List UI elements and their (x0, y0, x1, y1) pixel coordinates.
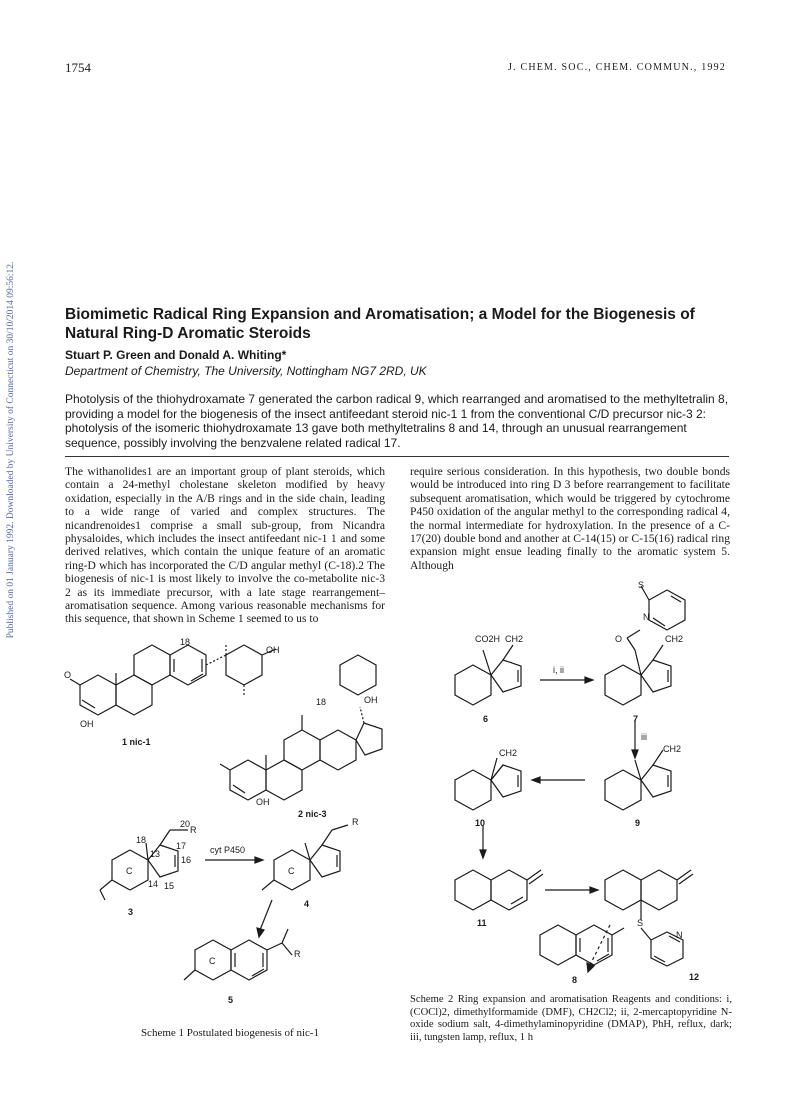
s2-label-ch2-10: CH2 (499, 748, 518, 758)
s1-label-18a: 18 (180, 637, 191, 647)
s1-label-r2: R (352, 817, 359, 827)
s1-label-c2: 2 nic-3 (298, 809, 327, 819)
s1-label-c4: 4 (304, 899, 310, 909)
divider (65, 456, 729, 457)
s1-label-oh: OH (80, 719, 94, 729)
s1-label-oh3: OH (364, 695, 378, 705)
scheme-1-caption: Scheme 1 Postulated biogenesis of nic-1 (140, 1027, 320, 1039)
s1-label-ring-c2: C (288, 866, 295, 876)
s1-label-18c: 18 (136, 835, 147, 845)
s1-label-c5: 5 (228, 995, 234, 1005)
s2-label-c6: 6 (483, 714, 489, 724)
s1-label-13: 13 (150, 849, 161, 859)
s1-label-oh2: OH (266, 645, 280, 655)
scheme-1-figure (60, 637, 400, 1025)
s1-label-c3: 3 (128, 907, 134, 917)
s2-label-s2: S (637, 918, 644, 928)
s2-label-ch2-6: CH2 (505, 634, 524, 644)
download-note[interactable] (2, 240, 20, 660)
s2-label-o: O (615, 634, 623, 644)
s2-label-co2h: CO2H (475, 634, 501, 644)
body-text-right: require serious consideration. In this hypothesis, two double bonds would be introduced into ring D 3 before rearrangement to facilitate subsequent aromatisation, which would be triggered by cytochrome P450 oxidation of the angular methyl to the corresponding radical 4, the normal intermediate for hydroxylation. In the presence of a C-17(20) double bond and another at C-14(15) or C-15(16) radical ring expansion might ensue leading finally to the aromatic system 5. Although (410, 465, 730, 572)
abstract: Photolysis of the thiohydroxamate 7 generated the carbon radical 9, which rearranged and aromatised to the methyltetralin 8, providing a model for the biogenesis of the insect antifeedant steroid nic-1 1 from the conventional C/D precursor nic-3 2: photolysis of the isomeric thiohydroxamate 13 gave both methyltetralins 8 and 14, through an unusual rearrangement sequence, possibly involving the benzvalene related radical 17. (65, 392, 729, 450)
s2-label-c11: 11 (477, 918, 487, 928)
authors: Stuart P. Green and Donald A. Whiting* (65, 348, 287, 362)
scheme-2-caption: Scheme 2 Ring expansion and aromatisation Reagents and conditions: i, (COCl)2, dimethylformamide (DMF), CH2Cl2; ii, 2-mercaptopyridine N-oxide sodium salt, 4-dimethylaminopyridine (DMAP), PhH, reflux, dark; iii, tungsten lamp, reflux, 1 h (410, 994, 732, 1043)
s2-label-s: S (638, 580, 645, 590)
s2-label-c9: 9 (635, 818, 641, 828)
s1-label-17: 17 (176, 841, 187, 851)
s2-label-n2: N (676, 930, 683, 940)
download-note-text: Published on 01 January 1992. Downloaded by University of Connecticut on 30/10/2014 09:56:12. (6, 261, 16, 639)
s1-label-18b: 18 (316, 697, 327, 707)
s2-label-ch2-9: CH2 (663, 744, 682, 754)
s2-label-c7: 7 (633, 714, 639, 724)
s1-label-ring-c3: C (209, 956, 216, 966)
s1-label-o: O (64, 670, 72, 680)
s2-label-c8: 8 (572, 975, 578, 985)
s2-label-step2: iii (641, 732, 647, 742)
affiliation: Department of Chemistry, The University, Nottingham NG7 2RD, UK (65, 364, 427, 378)
s1-label-oh4: OH (256, 797, 270, 807)
s1-label-c1: 1 nic-1 (122, 737, 151, 747)
article-title: Biomimetic Radical Ring Expansion and Aromatisation; a Model for the Biogenesis of Natural Ring-D Aromatic Steroids (65, 306, 695, 342)
s2-label-ch2-7: CH2 (665, 634, 684, 644)
s1-label-r3: R (294, 949, 301, 959)
s2-label-step1: i, ii (553, 665, 564, 675)
s1-label-cyt: cyt P450 (210, 845, 246, 855)
body-text-left: The withanolides1 are an important group of plant steroids, which contain a 24-methyl cholestane skeleton modified by heavy oxidation, especially in the A/B rings and in the side chain, leading to a wide range of varied and complex structures. The nicandrenoides1 comprise a small sub-group, from Nicandra physaloides, which includes the insect antifeedant nic-1 1 and some derived relatives, which contain the unique feature of an aromatic ring-D which has incorporated the C/D angular methyl (C-18).2 The biogenesis of nic-1 is most likely to involve the co-metabolite nic-3 2 as its immediate precursor, with a late stage rearrangement–aromatisation sequence. Among various reasonable mechanisms for this sequence, that shown in Scheme 1 seemed to us to (65, 465, 385, 626)
s1-label-14: 14 (148, 879, 159, 889)
s2-label-c10: 10 (475, 818, 486, 828)
s1-label-ring-c1: C (126, 866, 133, 876)
s1-label-r1: R (190, 825, 197, 835)
s2-label-n: N (643, 612, 650, 622)
s1-label-15: 15 (164, 881, 175, 891)
scheme-2-compound-8 (520, 915, 630, 990)
page-number: 1754 (65, 60, 91, 75)
s1-label-16: 16 (181, 855, 192, 865)
journal-header: J. CHEM. SOC., CHEM. COMMUN., 1992 (507, 62, 726, 73)
s1-label-20: 20 (180, 819, 191, 829)
s2-label-c12: 12 (689, 972, 700, 982)
